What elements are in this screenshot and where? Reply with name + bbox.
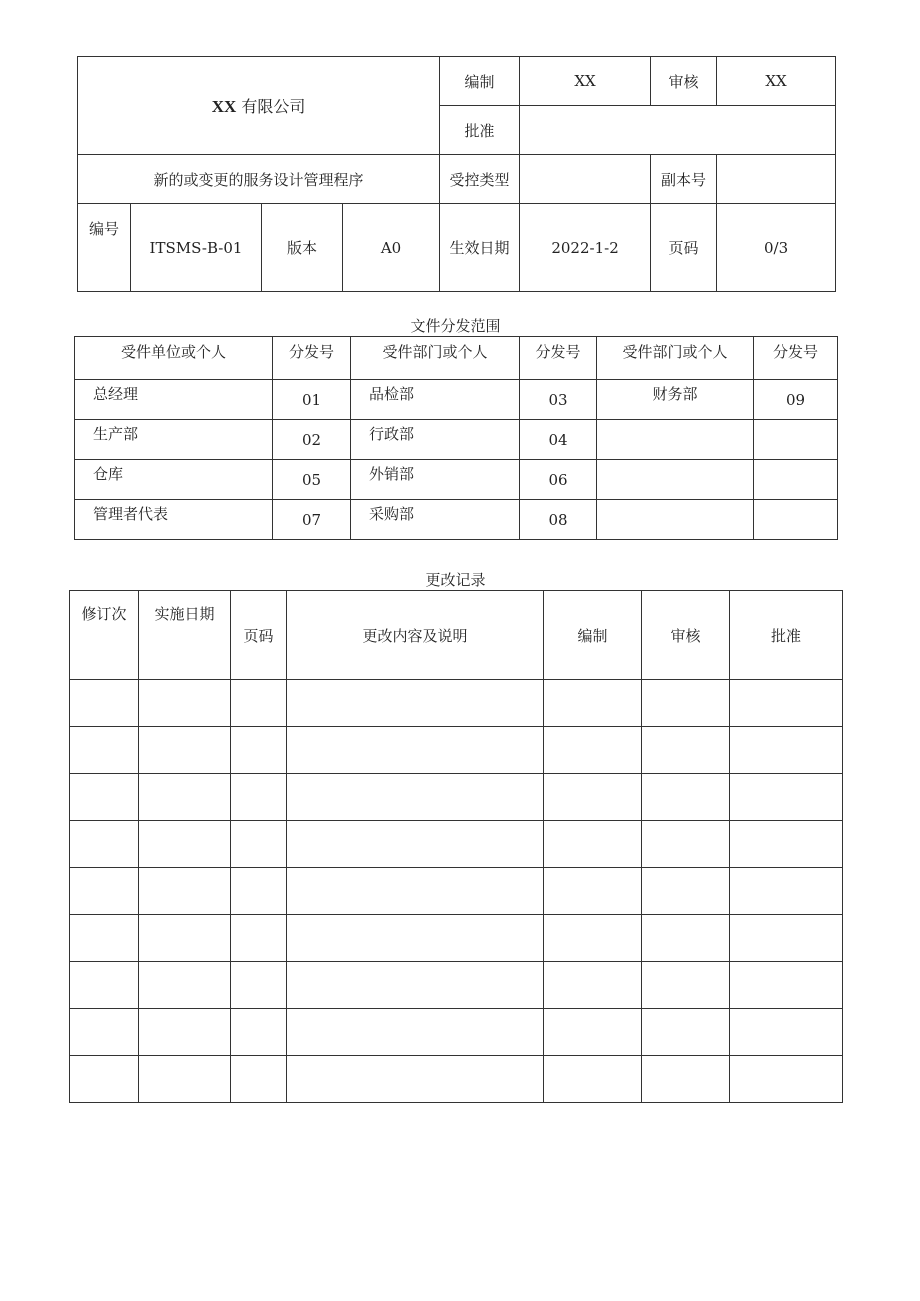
distribution-number: 01 [273,380,351,420]
page-value: 0/3 [717,204,836,292]
control-type-value [520,155,651,204]
changes-header-cell: 更改内容及说明 [287,591,544,680]
distribution-title: 文件分发范围 [410,317,501,335]
distribution-number [754,460,838,500]
table-row [75,380,838,420]
distribution-number [754,500,838,540]
distribution-number: 09 [754,380,838,420]
changes-header-cell: 实施日期 [139,591,231,680]
version-value: A0 [343,204,440,292]
recipient-name [597,500,754,540]
document-header-table [77,56,836,292]
recipient-name: 总经理 [75,380,273,420]
table-row [70,1009,843,1056]
recipient-name: 生产部 [75,420,273,460]
recipient-name: 管理者代表 [75,500,273,540]
recipient-name: 仓库 [75,460,273,500]
number-label: 编号 [78,204,131,292]
changes-header-cell: 批准 [730,591,843,680]
compile-label: 编制 [440,57,520,106]
table-row [75,460,838,500]
distribution-number: 03 [520,380,597,420]
approve-label: 批准 [440,106,520,155]
recipient-name: 财务部 [597,380,754,420]
change-record-table [69,590,843,1103]
table-row [70,774,843,821]
version-label: 版本 [262,204,343,292]
table-row [75,420,838,460]
approve-value [520,106,836,155]
dist-header-cell: 分发号 [520,337,597,380]
review-value: XX [717,57,836,106]
dist-header-cell: 受件部门或个人 [351,337,520,380]
changes-header-cell: 页码 [231,591,287,680]
table-row [70,1056,843,1103]
table-row [75,500,838,540]
recipient-name [597,460,754,500]
distribution-number: 08 [520,500,597,540]
compile-value: XX [520,57,651,106]
distribution-number: 06 [520,460,597,500]
number-value: ITSMS-B-01 [131,204,262,292]
recipient-name: 行政部 [351,420,520,460]
recipient-name: 品检部 [351,380,520,420]
page-label: 页码 [651,204,717,292]
changes-title: 更改记录 [425,571,486,589]
distribution-number: 07 [273,500,351,540]
distribution-number [754,420,838,460]
effective-date-value: 2022-1-2 [520,204,651,292]
recipient-name: 采购部 [351,500,520,540]
review-label: 审核 [651,57,717,106]
changes-header-cell: 修订次 [70,591,139,680]
control-type-label: 受控类型 [440,155,520,204]
distribution-number: 02 [273,420,351,460]
distribution-number: 05 [273,460,351,500]
changes-header-cell: 编制 [544,591,642,680]
dist-header-cell: 受件单位或个人 [75,337,273,380]
table-row [70,868,843,915]
dist-header-cell: 受件部门或个人 [597,337,754,380]
table-row [70,962,843,1009]
table-row [70,680,843,727]
dist-header-cell: 分发号 [273,337,351,380]
distribution-table [74,336,838,540]
recipient-name [597,420,754,460]
recipient-name: 外销部 [351,460,520,500]
document-title: 新的或变更的服务设计管理程序 [78,155,440,204]
company-name: XX 有限公司 [78,57,440,155]
table-row [70,821,843,868]
copy-no-value [717,155,836,204]
table-row [70,915,843,962]
changes-header-cell: 审核 [642,591,730,680]
table-row [70,727,843,774]
effective-date-label: 生效日期 [440,204,520,292]
dist-header-cell: 分发号 [754,337,838,380]
copy-no-label: 副本号 [651,155,717,204]
distribution-number: 04 [520,420,597,460]
